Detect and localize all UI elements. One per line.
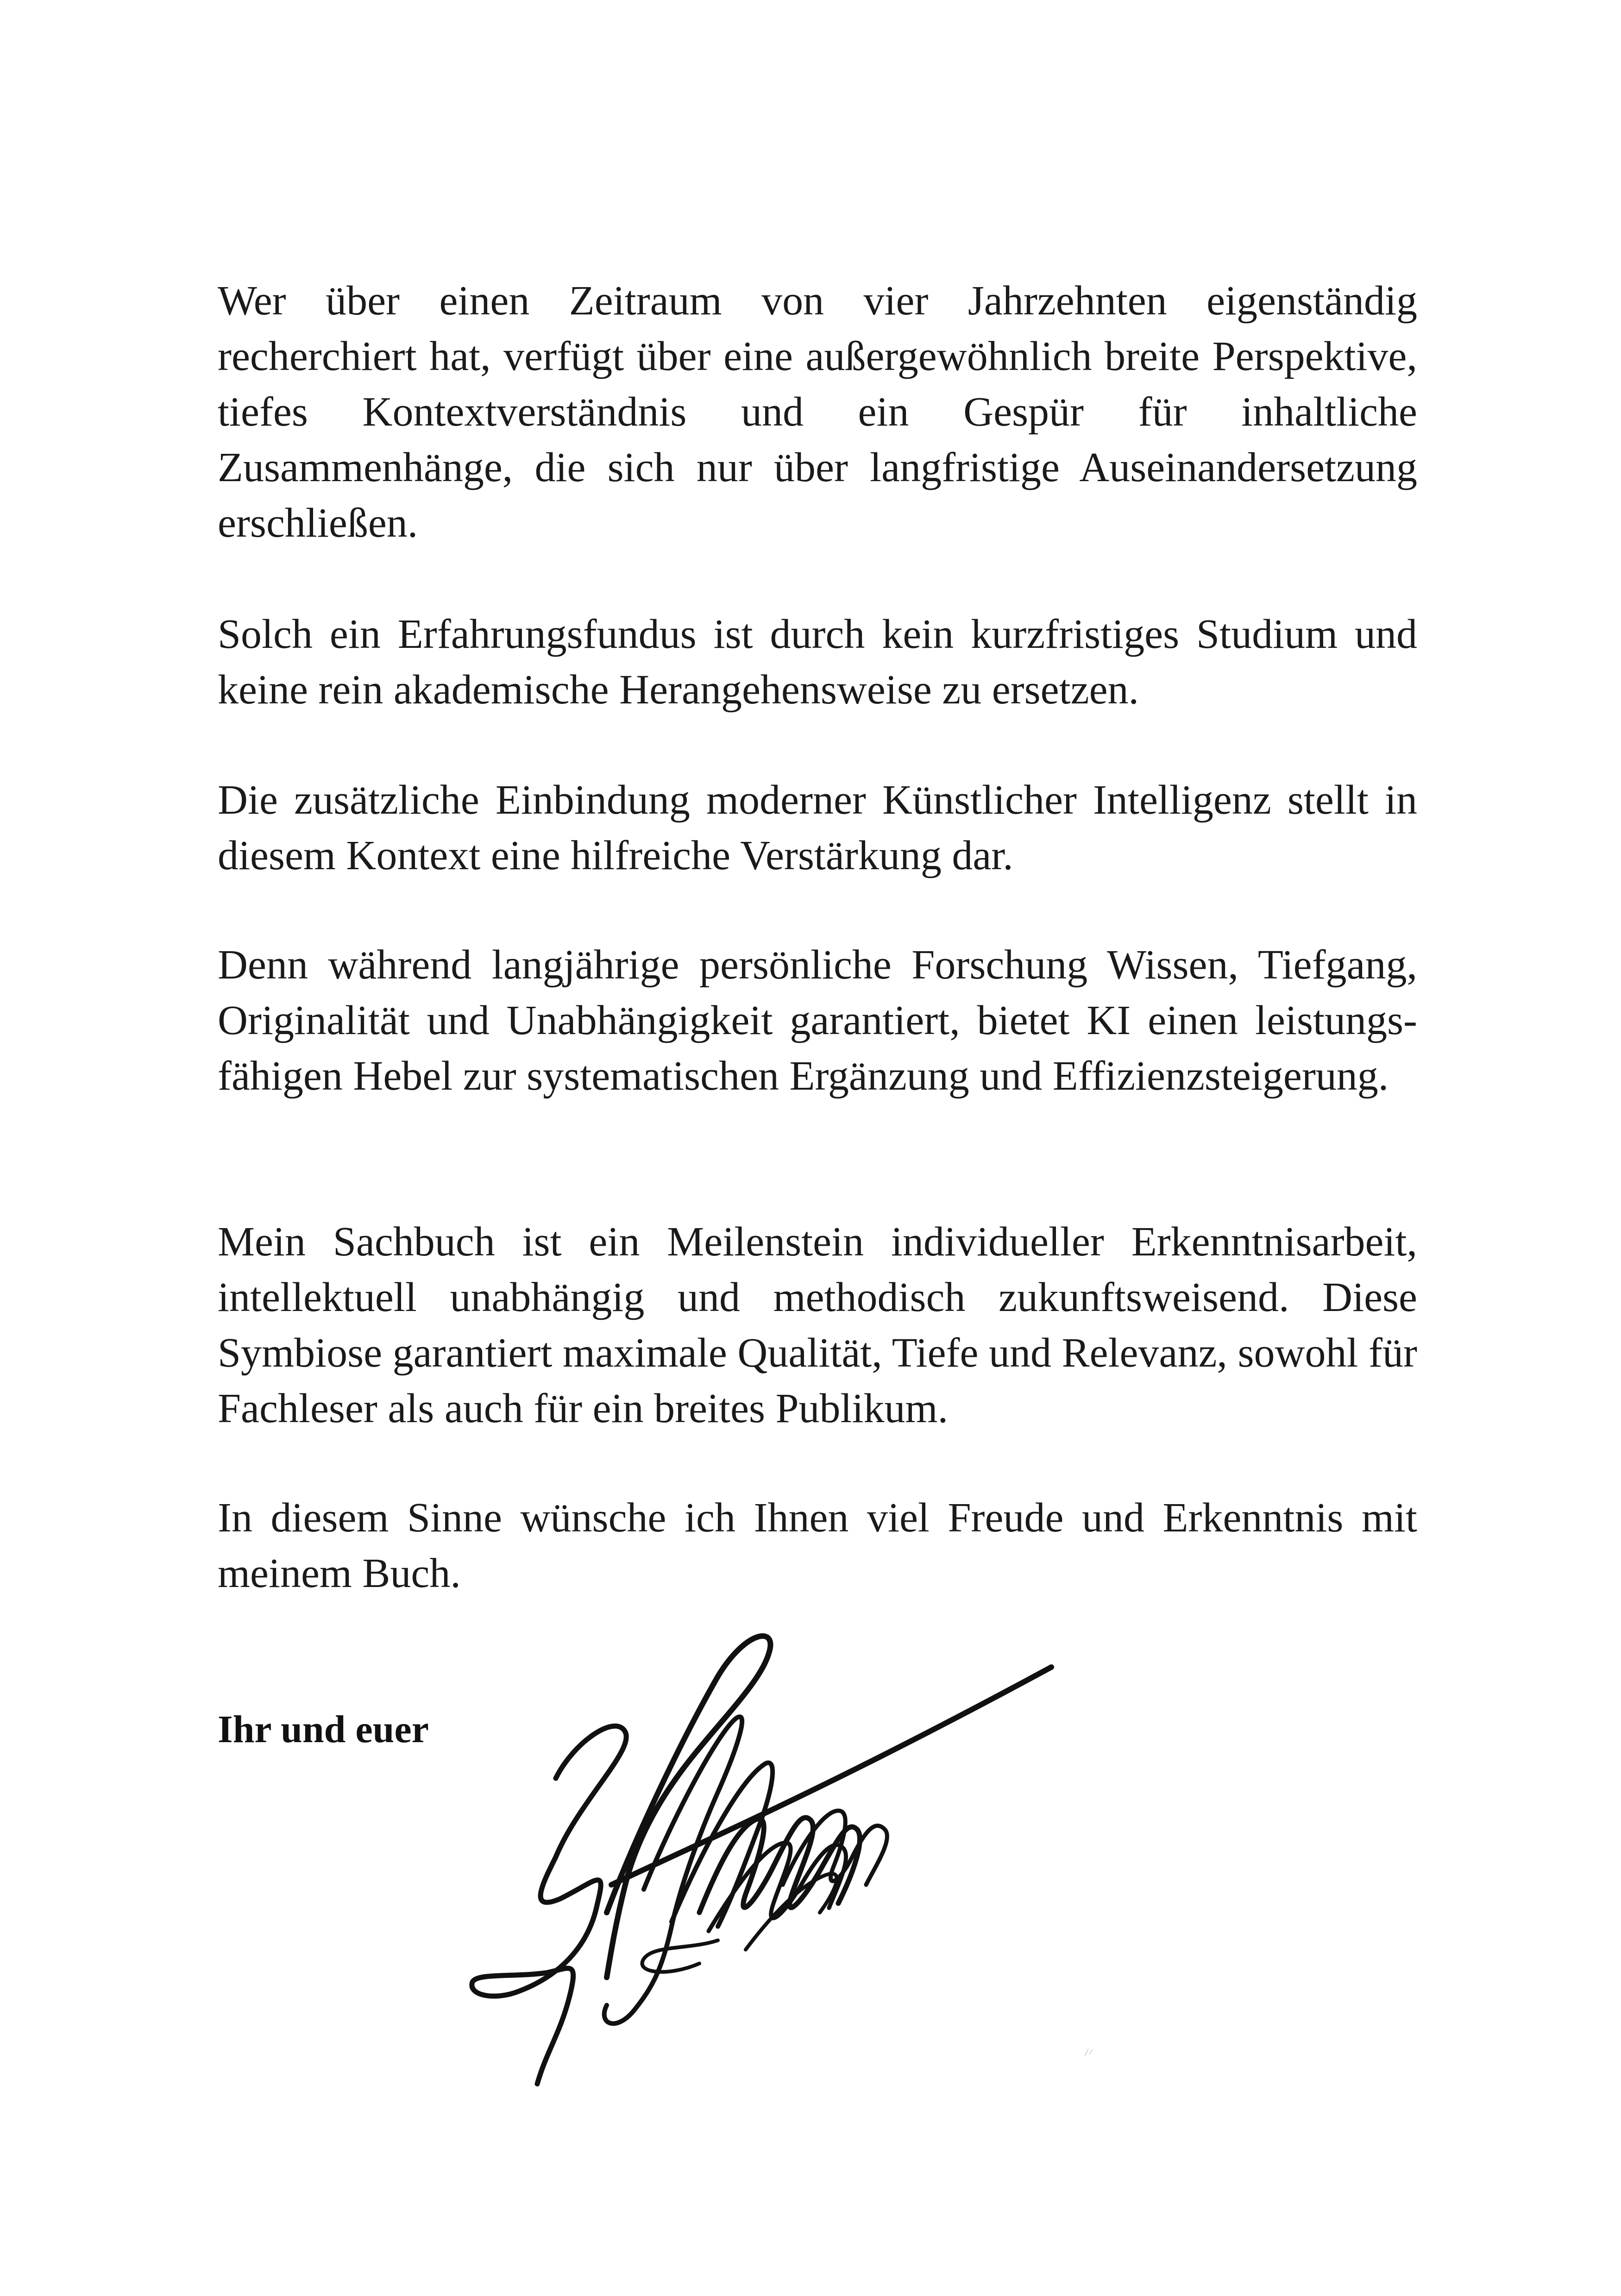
paragraph-6: In diesem Sinne wünsche ich Ihnen viel Freude und Erkenntnis mit meinem Buch. xyxy=(218,1495,1417,1596)
ink-speck-icon xyxy=(1079,2042,1098,2061)
closing-salutation: Ihr und euer xyxy=(218,1708,429,1751)
paragraph-3: Die zusätzliche Einbindung moderner Künstlicher Intelligenz stellt in diesem Kontext eine hilfreiche Verstärkung dar. xyxy=(218,777,1417,878)
paragraph-1: Wer über einen Zeitraum von vier Jahrzehnten eigenständig recherchiert hat, verfügt über eine außergewöhnlich breite Perspektive, tiefes Kontextverständnis und ein Gespür für inhaltliche Zusammenhänge, die sich nur über langfristige Auseinandersetzung erschließen. xyxy=(218,278,1417,546)
paragraph-4: Denn während langjährige persönliche Forschung Wissen, Tiefgang, Originalität und Unabhängigkeit garantiert, bietet KI einen leistungs-fähigen Hebel zur systematischen Ergänzung und Effizienzsteigerung. xyxy=(218,942,1417,1099)
signature-icon xyxy=(459,1625,1070,2089)
paragraph-2: Solch ein Erfahrungsfundus ist durch kein kurzfristiges Studium und keine rein akademische Herangehensweise zu ersetzen. xyxy=(218,611,1417,713)
paragraph-5: Mein Sachbuch ist ein Meilenstein individueller Erkenntnisarbeit, intellektuell unabhängig und methodisch zukunftsweisend. Diese Symbiose garantiert maximale Qualität, Tiefe und Relevanz, sowohl für Fachleser als auch für ein breites Publikum. xyxy=(218,1219,1417,1431)
